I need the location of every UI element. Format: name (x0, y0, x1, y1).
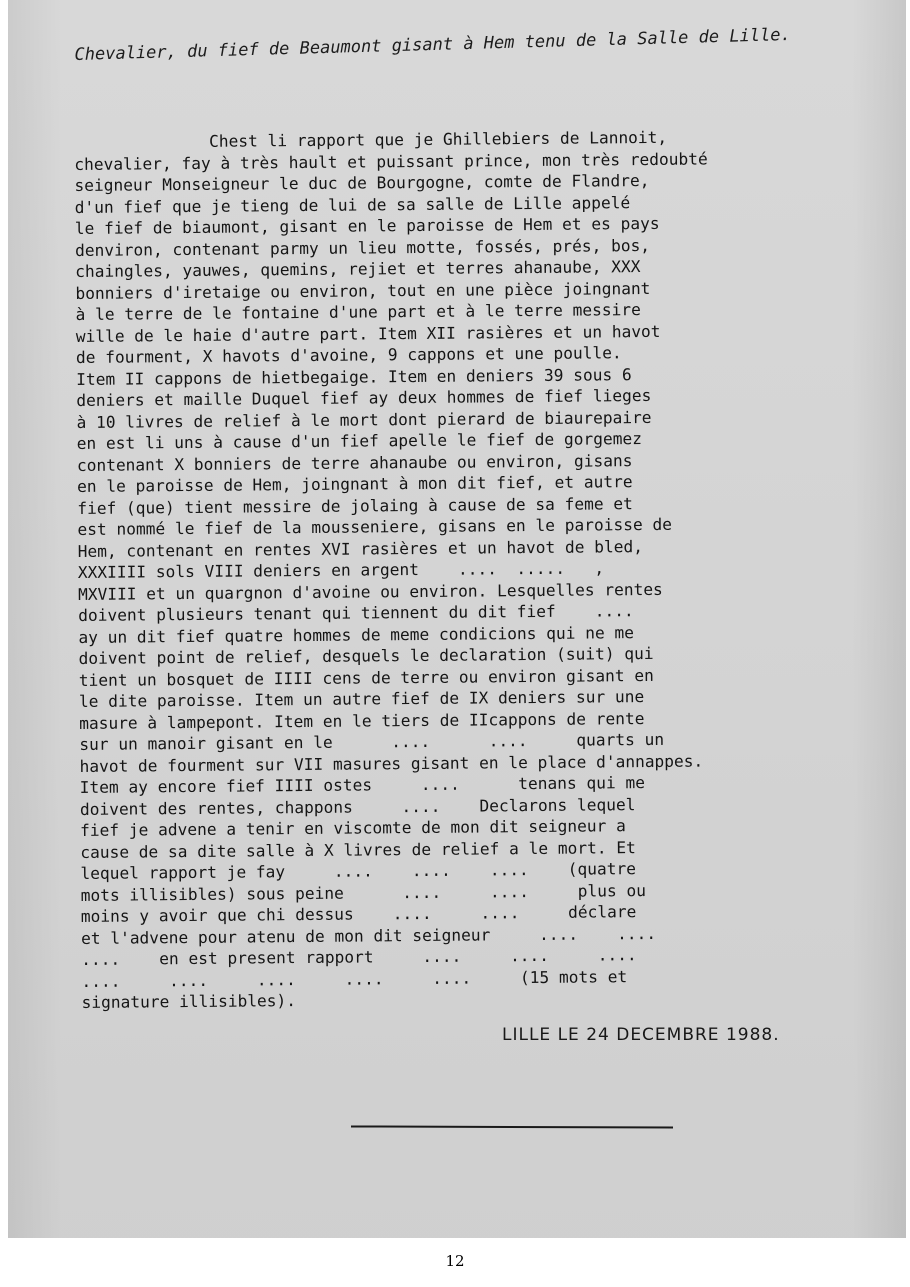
body-line: contenant X bonniers de terre ahanaube ou environ, gisans (76, 450, 633, 475)
body-line: .... en est present rapport .... .... .... (81, 945, 637, 969)
body-line: lequel rapport je fay .... .... .... (quatre (80, 859, 637, 883)
body-line: MXVIII et un quargnon d'avoine ou environ. Lesquelles rentes (77, 579, 663, 604)
body-line: signature illisibles). (81, 991, 297, 1012)
body-line: fief (que) tient messire de jolaing à cause de sa feme et (77, 493, 633, 518)
body-line: seigneur Monseigneur le duc de Bourgogne, comte de Flandre, (74, 170, 650, 195)
body-line: Item ay encore fief IIII ostes .... tenans qui me (79, 773, 646, 797)
body-line: de fourment, X havots d'avoine, 9 cappons et une poulle. (75, 343, 622, 367)
body-line: doivent point de relief, desquels le declaration (suit) qui (78, 643, 654, 668)
body-line: sur un manoir gisant en le .... .... quarts un (79, 729, 665, 754)
body-line: Hem, contenant en rentes XVI rasières et un havot de bled, (77, 536, 643, 561)
body-line: chevalier, fay à très hault et puissant prince, mon très redoubté (74, 148, 708, 174)
document-body (74, 125, 882, 1013)
body-line: en est li uns à cause d'un fief apelle le fief de gorgemez (76, 429, 643, 453)
document-heading: Chevalier, du fief de Beaumont gisant à Hem tenu de la Salle de Lille. (74, 24, 791, 65)
body-line: d'un fief que je tieng de lui de sa salle de Lille appelé (74, 192, 631, 217)
body-line: chaingles, yauwes, quemins, rejiet et terres ahanaube, XXX (75, 257, 641, 281)
body-line: fief je advene a tenir en viscomte de mon dit seigneur a (80, 816, 626, 840)
body-line: moins y avoir que chi dessus .... .... déclare (80, 902, 637, 926)
horizontal-rule (351, 1125, 673, 1128)
body-line: est nommé le fief de la mousseniere, gisans en le paroisse de (77, 514, 673, 539)
body-line: tient un bosquet de IIII cens de terre ou environ gisant en (78, 665, 654, 690)
body-line: ay un dit fief quatre hommes de meme condicions qui ne me (78, 622, 634, 647)
body-line: en le paroisse de Hem, joingnant à mon dit fief, et autre (77, 472, 633, 496)
body-line: havot de fourment sur VII masures gisant en le place d'annappes. (79, 751, 704, 776)
body-line: doivent des rentes, chappons .... Declarons lequel (79, 794, 636, 819)
body-line: XXXIIII sols VIII deniers en argent .... ..... , (77, 558, 605, 582)
body-line: et l'advene pour atenu de mon dit seigneur .... .... (80, 923, 657, 948)
body-line: denviron, contenant parmy un lieu motte, fossés, prés, bos, (74, 235, 651, 260)
body-line: .... .... .... .... .... (15 mots et (81, 966, 628, 991)
page-number: 12 (445, 1252, 465, 1270)
body-line: masure à lampepont. Item en le tiers de IIcappons de rente (79, 708, 645, 733)
body-line: Item II cappons de hietbegaige. Item en deniers 39 sous 6 (76, 364, 632, 389)
body-line: deniers et maille Duquel fief ay deux hommes de fief lieges (76, 385, 652, 410)
body-line: doivent plusieurs tenant qui tiennent du dit fief .... (78, 601, 634, 625)
body-line: le dite paroisse. Item un autre fief de IX deniers sur une (78, 687, 645, 711)
body-line: bonniers d'iretaige ou environ, tout en une pièce joingnant (75, 278, 651, 303)
scanned-page (8, 0, 906, 1238)
body-line: à 10 livres de relief à le mort dont pierard de biaurepaire (76, 407, 652, 432)
body-line: le fief de biaumont, gisant en le paroisse de Hem et es pays (74, 213, 660, 238)
body-line: wille de le haie d'autre part. Item XII rasières et un havot (75, 321, 661, 346)
date-line: LILLE LE 24 DECEMBRE 1988. (502, 1025, 780, 1045)
body-line: mots illisibles) sous peine .... .... plus ou (80, 880, 646, 905)
body-line: Chest li rapport que je Ghillebiers de Lannoit, (209, 127, 668, 151)
body-line: à le terre de le fontaine d'une part et à le terre messire (75, 300, 641, 324)
body-line: cause de sa dite salle à X livres de relief a le mort. Et (80, 837, 636, 862)
